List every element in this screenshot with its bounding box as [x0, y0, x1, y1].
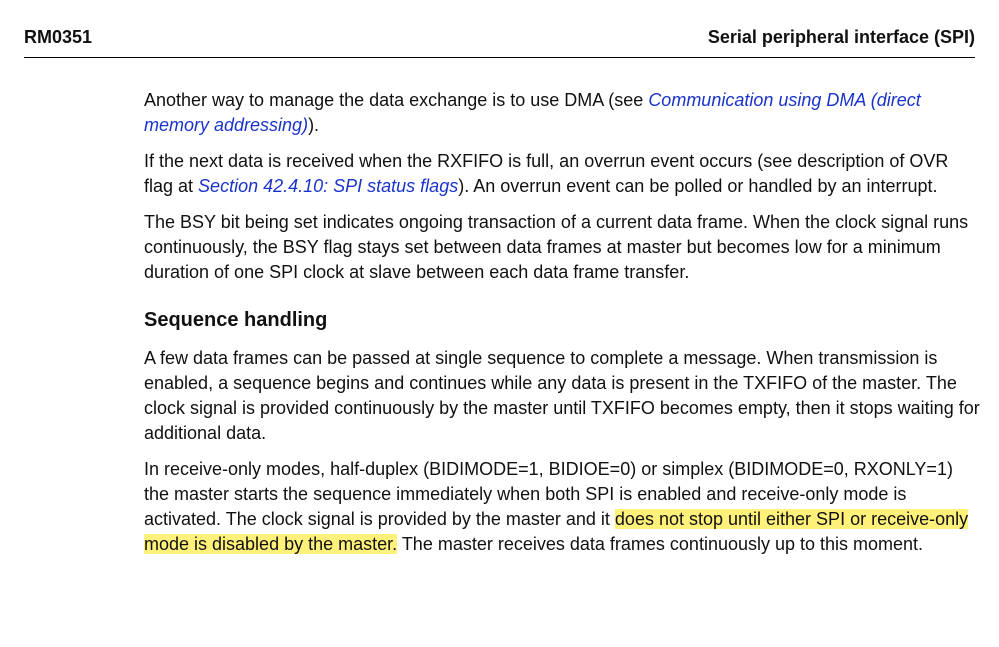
paragraph-receive-only	[144, 457, 982, 557]
paragraph-text: The master receives data frames continuously up to this moment.	[397, 534, 924, 554]
paragraph-text: ).	[308, 115, 320, 135]
link-communication-using-dma[interactable]: Communication using DMA (direct memory addressing)	[144, 90, 921, 135]
paragraph-bsy: The BSY bit being set indicates ongoing transaction of a current data frame. When the clock signal runs continuously, the BSY flag stays set between data frames at master but becomes low for a minimum duration of one SPI clock at slave between each data frame transfer.	[144, 212, 969, 282]
subheading-sequence-handling: Sequence handling	[144, 309, 328, 331]
paragraph-text: If the next data is received when the RXFIFO is full, an overrun event occurs (see description of OVR flag at	[144, 151, 949, 196]
paragraph-text: ). An overrun event can be polled or handled by an interrupt.	[458, 176, 938, 196]
paragraph-text: In receive-only modes, half-duplex (BIDIMODE=1, BIDIOE=0) or simplex (BIDIMODE=0, RXONLY=1) the master starts the sequence immediately when both SPI is enabled and receive-only mode is activated. The clock signal is provided by the master and it	[144, 459, 953, 529]
paragraph-text: Another way to manage the data exchange is to use DMA (see	[144, 90, 649, 110]
paragraph-dma	[144, 88, 982, 138]
document-id: RM0351	[24, 27, 93, 47]
document-body	[144, 88, 982, 568]
chapter-title: Serial peripheral interface (SPI)	[707, 27, 975, 47]
highlighted-text: does not stop until either SPI or receive-only mode is disabled by the master.	[144, 509, 969, 554]
paragraph-sequence: A few data frames can be passed at single sequence to complete a message. When transmission is enabled, a sequence begins and continues while any data is present in the TXFIFO of the master. The clock signal is provided continuously by the master until TXFIFO becomes empty, then it stops waiting for additional data.	[144, 348, 980, 443]
paragraph-overrun	[144, 149, 982, 199]
page-header	[24, 24, 975, 58]
link-spi-status-flags[interactable]: Section 42.4.10: SPI status flags	[198, 176, 459, 196]
